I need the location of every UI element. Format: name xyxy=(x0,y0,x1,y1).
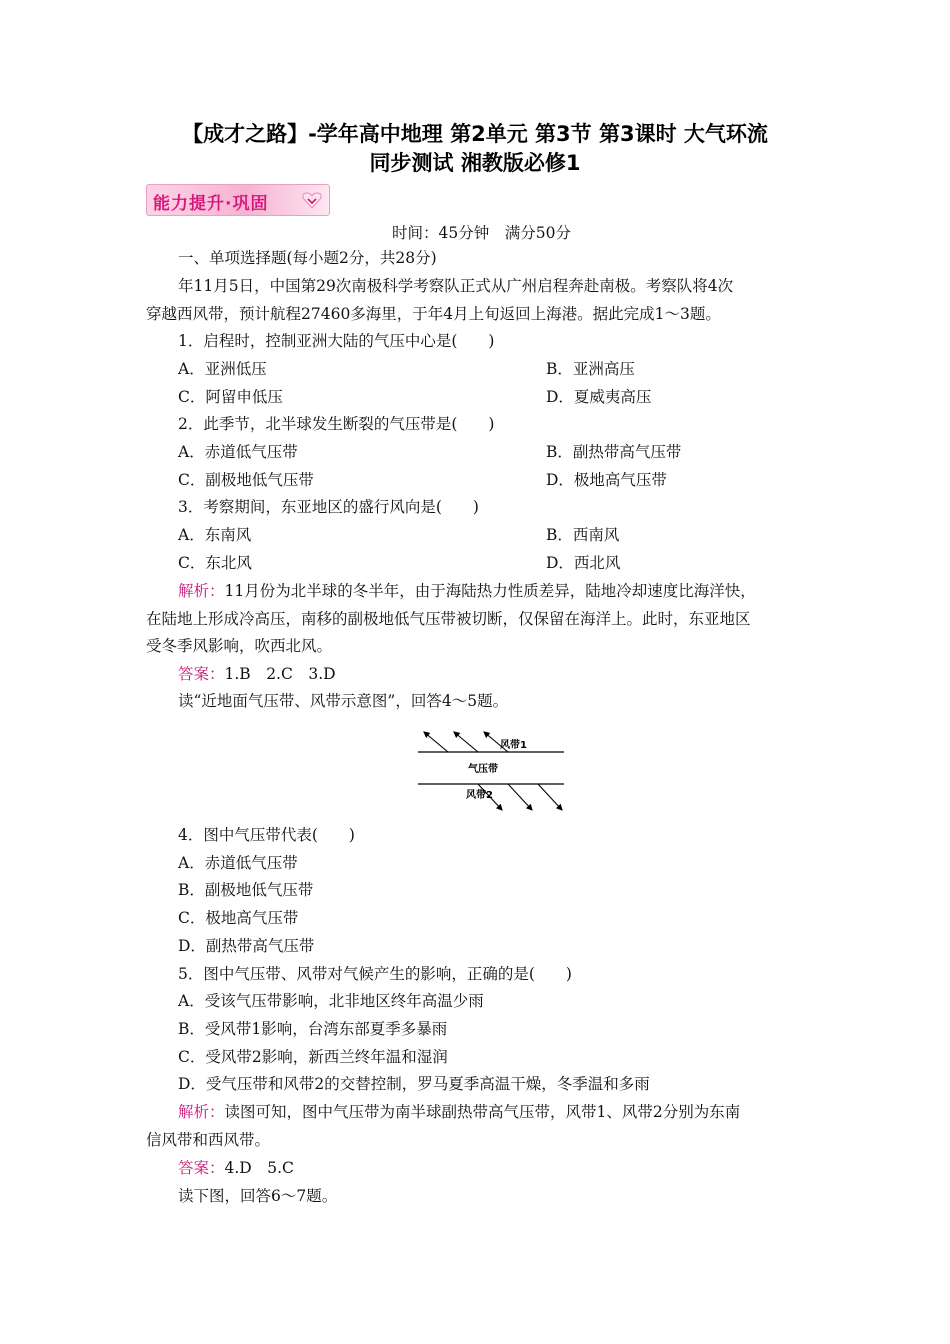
question-1-option-c: C．阿留申低压 xyxy=(178,388,283,406)
wind-arrow-upper-2 xyxy=(454,732,478,752)
intro-line-2: 穿越西风带，预计航程27460多海里，于年4月上旬返回上海港。据此完成1～3题。 xyxy=(146,305,721,323)
analysis-1-line-3: 受冬季风影响，吹西北风。 xyxy=(146,637,333,655)
question-3-option-b: B．西南风 xyxy=(546,526,620,544)
question-2-option-b: B．副热带高气压带 xyxy=(546,443,682,461)
document-title xyxy=(130,120,820,178)
question-4-option-c: C．极地高气压带 xyxy=(178,909,299,927)
label-wind-belt-2: 风带2 xyxy=(466,790,493,801)
section-heading: 一、单项选择题(每小题2分，共28分) xyxy=(178,249,437,267)
answer-label: 答案： xyxy=(178,665,225,683)
intro-3: 读下图，回答6～7题。 xyxy=(178,1187,338,1205)
question-4-option-d: D．副热带高气压带 xyxy=(178,937,315,955)
title-line-1: 【成才之路】-学年高中地理 第2单元 第3节 第3课时 大气环流 xyxy=(182,122,768,146)
analysis-1-line-2: 在陆地上形成冷高压，南移的副极地低气压带被切断，仅保留在海洋上。此时，东亚地区 xyxy=(146,610,751,628)
wind-arrow-lower-3 xyxy=(538,784,562,810)
analysis-2-line-1 xyxy=(178,1102,740,1122)
question-5-option-a: A．受该气压带影响，北非地区终年高温少雨 xyxy=(178,992,484,1010)
heart-arrow-icon xyxy=(301,190,323,210)
question-5-stem: 5．图中气压带、风带对气候产生的影响，正确的是( ) xyxy=(178,965,572,983)
intro-2: 读“近地面气压带、风带示意图”，回答4～5题。 xyxy=(178,692,509,710)
question-3-option-a: A．东南风 xyxy=(178,526,252,544)
question-1-stem: 1．启程时，控制亚洲大陆的气压中心是( ) xyxy=(178,332,495,350)
question-2-option-a: A．赤道低气压带 xyxy=(178,443,298,461)
question-1-option-b: B．亚洲高压 xyxy=(546,360,635,378)
wind-arrow-upper-1 xyxy=(424,732,448,752)
question-4-stem: 4．图中气压带代表( ) xyxy=(178,826,355,844)
analysis-label: 解析： xyxy=(178,582,225,600)
label-pressure-belt: 气压带 xyxy=(468,764,498,775)
question-1-option-a: A．亚洲低压 xyxy=(178,360,267,378)
label-wind-belt-1: 风带1 xyxy=(500,740,527,751)
question-3-option-c: C．东北风 xyxy=(178,554,252,572)
title-line-2: 同步测试 湘教版必修1 xyxy=(369,151,581,175)
answer-1 xyxy=(178,664,336,684)
answer-text: 1.B 2.C 3.D xyxy=(224,665,336,683)
question-5-option-b: B．受风带1影响，台湾东部夏季多暴雨 xyxy=(178,1020,448,1038)
badge-label: 能力提升·巩固 xyxy=(153,194,269,214)
question-5-option-d: D．受气压带和风带2的交替控制，罗马夏季高温干燥，冬季温和多雨 xyxy=(178,1075,650,1093)
pressure-wind-belt-diagram xyxy=(416,726,566,818)
analysis-text: 读图可知，图中气压带为南半球副热带高气压带，风带1、风带2分别为东南 xyxy=(224,1103,741,1121)
analysis-label: 解析： xyxy=(178,1103,225,1121)
question-3-option-d: D．西北风 xyxy=(546,554,621,572)
analysis-1-line-1 xyxy=(178,581,756,601)
question-1-option-d: D．夏威夷高压 xyxy=(546,388,652,406)
analysis-text: 11月份为北半球的冬半年，由于海陆热力性质差异，陆地冷却速度比海洋快， xyxy=(224,582,756,600)
time-score-meta: 时间：45分钟 满分50分 xyxy=(392,224,571,242)
analysis-2-line-2: 信风带和西风带。 xyxy=(146,1131,271,1149)
section-badge xyxy=(146,184,330,216)
question-2-option-c: C．副极地低气压带 xyxy=(178,471,314,489)
answer-2 xyxy=(178,1158,294,1178)
question-2-option-d: D．极地高气压带 xyxy=(546,471,667,489)
answer-label: 答案： xyxy=(178,1159,225,1177)
question-2-stem: 2．此季节，北半球发生断裂的气压带是( ) xyxy=(178,415,495,433)
question-5-option-c: C．受风带2影响，新西兰终年温和湿润 xyxy=(178,1048,448,1066)
answer-text: 4.D 5.C xyxy=(224,1159,294,1177)
question-3-stem: 3．考察期间，东亚地区的盛行风向是( ) xyxy=(178,498,479,516)
question-4-option-a: A．赤道低气压带 xyxy=(178,854,298,872)
intro-line-1: 年11月5日，中国第29次南极科学考察队正式从广州启程奔赴南极。考察队将4次 xyxy=(178,277,734,295)
wind-arrow-lower-2 xyxy=(508,784,532,810)
question-4-option-b: B．副极地低气压带 xyxy=(178,881,314,899)
